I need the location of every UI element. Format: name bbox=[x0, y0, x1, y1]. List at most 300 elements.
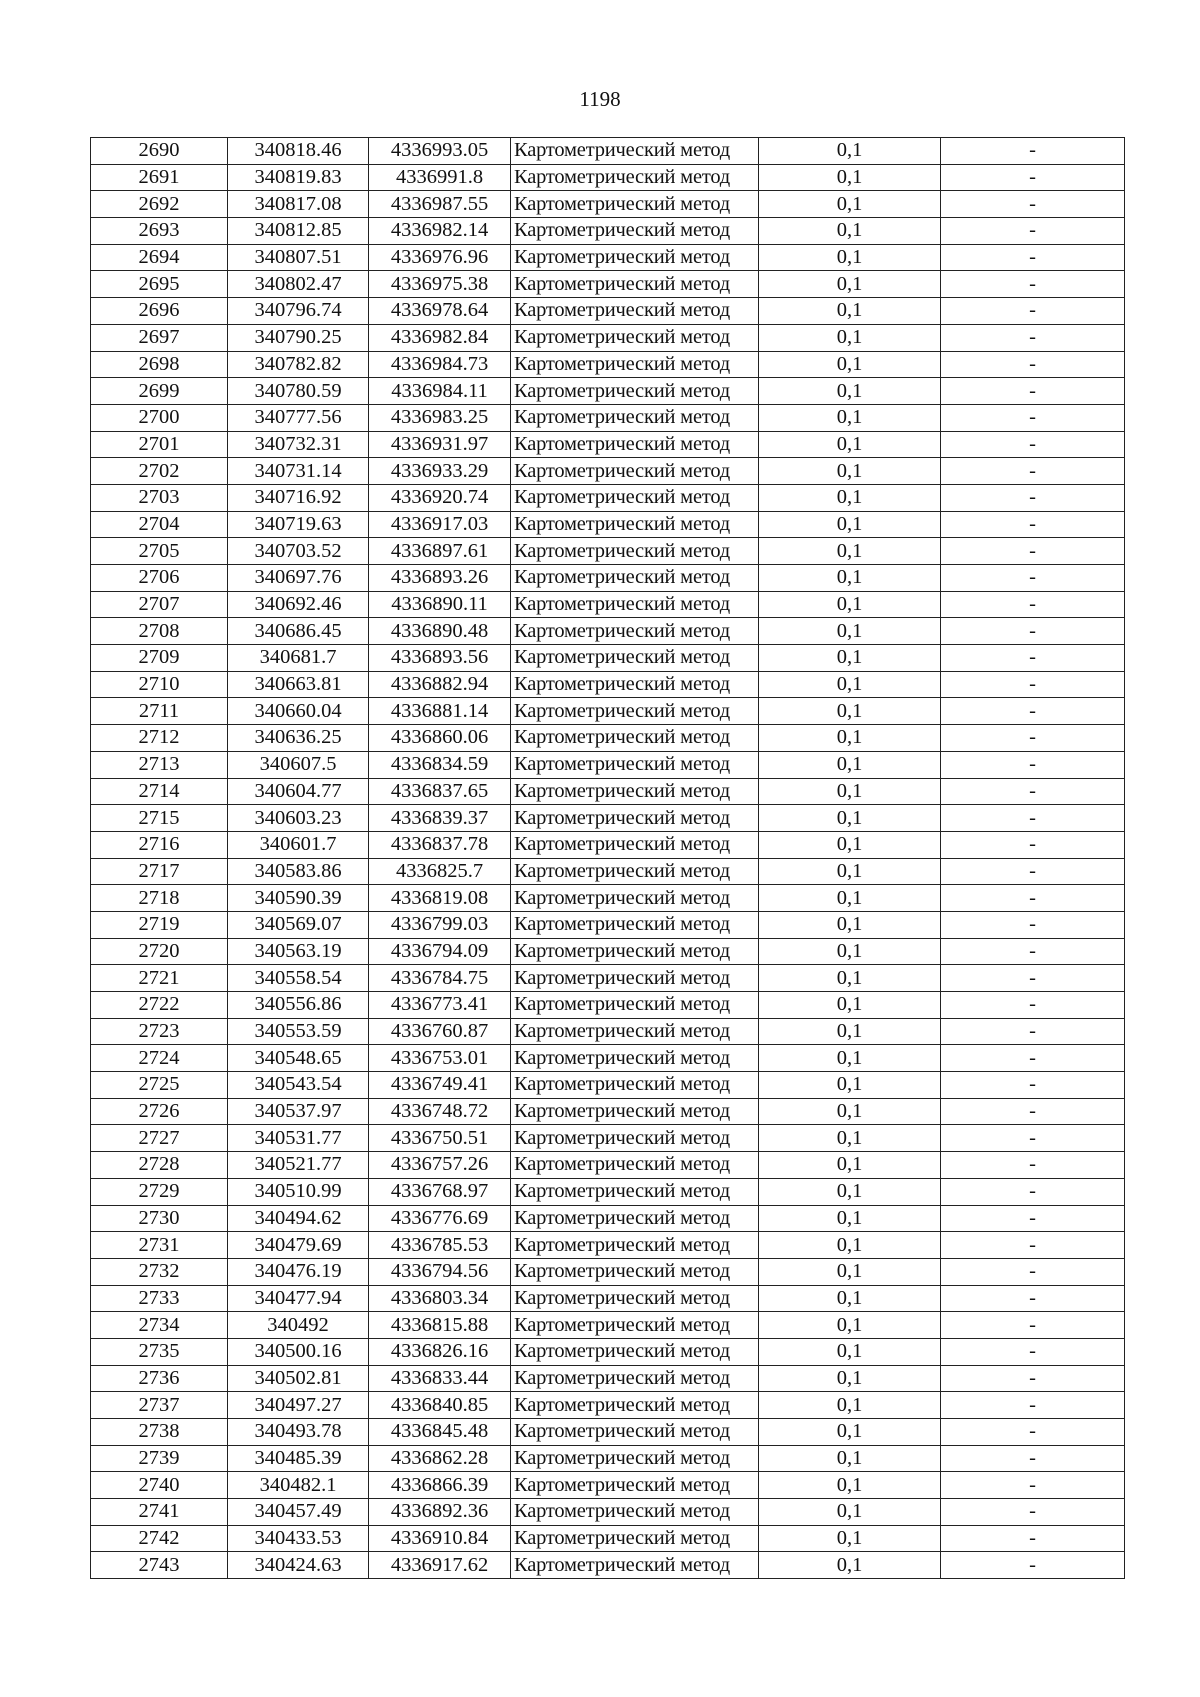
note-cell: - bbox=[941, 1525, 1125, 1552]
table-row bbox=[91, 1152, 1125, 1179]
point-number-cell: 2735 bbox=[91, 1338, 228, 1365]
table-row bbox=[91, 938, 1125, 965]
accuracy-cell: 0,1 bbox=[759, 191, 941, 218]
x-coordinate-cell: 340782.82 bbox=[228, 351, 369, 378]
table-row bbox=[91, 618, 1125, 645]
x-coordinate-cell: 340556.86 bbox=[228, 992, 369, 1019]
point-number-cell: 2716 bbox=[91, 831, 228, 858]
y-coordinate-cell: 4336819.08 bbox=[369, 885, 511, 912]
accuracy-cell: 0,1 bbox=[759, 831, 941, 858]
note-cell: - bbox=[941, 218, 1125, 245]
x-coordinate-cell: 340563.19 bbox=[228, 938, 369, 965]
table-row bbox=[91, 1365, 1125, 1392]
method-cell: Картометрический метод bbox=[511, 431, 759, 458]
y-coordinate-cell: 4336794.56 bbox=[369, 1258, 511, 1285]
note-cell: - bbox=[941, 458, 1125, 485]
method-cell: Картометрический метод bbox=[511, 351, 759, 378]
note-cell: - bbox=[941, 1205, 1125, 1232]
x-coordinate-cell: 340703.52 bbox=[228, 538, 369, 565]
x-coordinate-cell: 340780.59 bbox=[228, 378, 369, 405]
y-coordinate-cell: 4336976.96 bbox=[369, 244, 511, 271]
point-number-cell: 2702 bbox=[91, 458, 228, 485]
table-row bbox=[91, 431, 1125, 458]
accuracy-cell: 0,1 bbox=[759, 324, 941, 351]
accuracy-cell: 0,1 bbox=[759, 858, 941, 885]
table-row bbox=[91, 1232, 1125, 1259]
x-coordinate-cell: 340796.74 bbox=[228, 298, 369, 325]
x-coordinate-cell: 340790.25 bbox=[228, 324, 369, 351]
note-cell: - bbox=[941, 298, 1125, 325]
method-cell: Картометрический метод bbox=[511, 965, 759, 992]
note-cell: - bbox=[941, 1499, 1125, 1526]
x-coordinate-cell: 340479.69 bbox=[228, 1232, 369, 1259]
point-number-cell: 2700 bbox=[91, 404, 228, 431]
accuracy-cell: 0,1 bbox=[759, 351, 941, 378]
point-number-cell: 2705 bbox=[91, 538, 228, 565]
table-row bbox=[91, 1552, 1125, 1579]
accuracy-cell: 0,1 bbox=[759, 911, 941, 938]
note-cell: - bbox=[941, 484, 1125, 511]
point-number-cell: 2718 bbox=[91, 885, 228, 912]
note-cell: - bbox=[941, 1338, 1125, 1365]
method-cell: Картометрический метод bbox=[511, 1232, 759, 1259]
table-row bbox=[91, 1045, 1125, 1072]
method-cell: Картометрический метод bbox=[511, 1552, 759, 1579]
note-cell: - bbox=[941, 164, 1125, 191]
x-coordinate-cell: 340663.81 bbox=[228, 671, 369, 698]
y-coordinate-cell: 4336773.41 bbox=[369, 992, 511, 1019]
note-cell: - bbox=[941, 538, 1125, 565]
method-cell: Картометрический метод bbox=[511, 698, 759, 725]
point-number-cell: 2725 bbox=[91, 1072, 228, 1099]
method-cell: Картометрический метод bbox=[511, 484, 759, 511]
table-row bbox=[91, 1258, 1125, 1285]
y-coordinate-cell: 4336840.85 bbox=[369, 1392, 511, 1419]
y-coordinate-cell: 4336890.11 bbox=[369, 591, 511, 618]
point-number-cell: 2714 bbox=[91, 778, 228, 805]
y-coordinate-cell: 4336920.74 bbox=[369, 484, 511, 511]
note-cell: - bbox=[941, 698, 1125, 725]
point-number-cell: 2715 bbox=[91, 805, 228, 832]
note-cell: - bbox=[941, 965, 1125, 992]
x-coordinate-cell: 340716.92 bbox=[228, 484, 369, 511]
table-row bbox=[91, 484, 1125, 511]
x-coordinate-cell: 340433.53 bbox=[228, 1525, 369, 1552]
note-cell: - bbox=[941, 1045, 1125, 1072]
x-coordinate-cell: 340537.97 bbox=[228, 1098, 369, 1125]
accuracy-cell: 0,1 bbox=[759, 458, 941, 485]
table-row bbox=[91, 1178, 1125, 1205]
table-row bbox=[91, 1312, 1125, 1339]
table-row bbox=[91, 538, 1125, 565]
point-number-cell: 2739 bbox=[91, 1445, 228, 1472]
y-coordinate-cell: 4336881.14 bbox=[369, 698, 511, 725]
table-row bbox=[91, 565, 1125, 592]
method-cell: Картометрический метод bbox=[511, 511, 759, 538]
y-coordinate-cell: 4336931.97 bbox=[369, 431, 511, 458]
y-coordinate-cell: 4336893.26 bbox=[369, 565, 511, 592]
note-cell: - bbox=[941, 1472, 1125, 1499]
note-cell: - bbox=[941, 1232, 1125, 1259]
x-coordinate-cell: 340817.08 bbox=[228, 191, 369, 218]
method-cell: Картометрический метод bbox=[511, 1045, 759, 1072]
x-coordinate-cell: 340531.77 bbox=[228, 1125, 369, 1152]
point-number-cell: 2724 bbox=[91, 1045, 228, 1072]
y-coordinate-cell: 4336757.26 bbox=[369, 1152, 511, 1179]
method-cell: Картометрический метод bbox=[511, 1205, 759, 1232]
accuracy-cell: 0,1 bbox=[759, 218, 941, 245]
method-cell: Картометрический метод bbox=[511, 725, 759, 752]
y-coordinate-cell: 4336983.25 bbox=[369, 404, 511, 431]
accuracy-cell: 0,1 bbox=[759, 271, 941, 298]
table-row bbox=[91, 751, 1125, 778]
note-cell: - bbox=[941, 244, 1125, 271]
accuracy-cell: 0,1 bbox=[759, 484, 941, 511]
table-row bbox=[91, 1072, 1125, 1099]
accuracy-cell: 0,1 bbox=[759, 565, 941, 592]
point-number-cell: 2696 bbox=[91, 298, 228, 325]
accuracy-cell: 0,1 bbox=[759, 1232, 941, 1259]
point-number-cell: 2721 bbox=[91, 965, 228, 992]
accuracy-cell: 0,1 bbox=[759, 1045, 941, 1072]
method-cell: Картометрический метод bbox=[511, 645, 759, 672]
x-coordinate-cell: 340603.23 bbox=[228, 805, 369, 832]
method-cell: Картометрический метод bbox=[511, 858, 759, 885]
y-coordinate-cell: 4336834.59 bbox=[369, 751, 511, 778]
table-row bbox=[91, 858, 1125, 885]
table-row bbox=[91, 911, 1125, 938]
note-cell: - bbox=[941, 1445, 1125, 1472]
note-cell: - bbox=[941, 831, 1125, 858]
table-row bbox=[91, 164, 1125, 191]
accuracy-cell: 0,1 bbox=[759, 1445, 941, 1472]
note-cell: - bbox=[941, 378, 1125, 405]
x-coordinate-cell: 340818.46 bbox=[228, 138, 369, 165]
y-coordinate-cell: 4336839.37 bbox=[369, 805, 511, 832]
method-cell: Картометрический метод bbox=[511, 1125, 759, 1152]
method-cell: Картометрический метод bbox=[511, 1338, 759, 1365]
y-coordinate-cell: 4336768.97 bbox=[369, 1178, 511, 1205]
y-coordinate-cell: 4336984.11 bbox=[369, 378, 511, 405]
y-coordinate-cell: 4336750.51 bbox=[369, 1125, 511, 1152]
table-row bbox=[91, 725, 1125, 752]
table-row bbox=[91, 1445, 1125, 1472]
method-cell: Картометрический метод bbox=[511, 778, 759, 805]
point-number-cell: 2708 bbox=[91, 618, 228, 645]
point-number-cell: 2736 bbox=[91, 1365, 228, 1392]
x-coordinate-cell: 340807.51 bbox=[228, 244, 369, 271]
table-row bbox=[91, 1419, 1125, 1446]
method-cell: Картометрический метод bbox=[511, 831, 759, 858]
accuracy-cell: 0,1 bbox=[759, 1338, 941, 1365]
method-cell: Картометрический метод bbox=[511, 378, 759, 405]
x-coordinate-cell: 340500.16 bbox=[228, 1338, 369, 1365]
method-cell: Картометрический метод bbox=[511, 1285, 759, 1312]
note-cell: - bbox=[941, 1125, 1125, 1152]
x-coordinate-cell: 340482.1 bbox=[228, 1472, 369, 1499]
point-number-cell: 2734 bbox=[91, 1312, 228, 1339]
table-row bbox=[91, 1205, 1125, 1232]
point-number-cell: 2691 bbox=[91, 164, 228, 191]
note-cell: - bbox=[941, 805, 1125, 832]
point-number-cell: 2707 bbox=[91, 591, 228, 618]
accuracy-cell: 0,1 bbox=[759, 1472, 941, 1499]
y-coordinate-cell: 4336784.75 bbox=[369, 965, 511, 992]
note-cell: - bbox=[941, 351, 1125, 378]
note-cell: - bbox=[941, 1178, 1125, 1205]
point-number-cell: 2730 bbox=[91, 1205, 228, 1232]
note-cell: - bbox=[941, 1365, 1125, 1392]
accuracy-cell: 0,1 bbox=[759, 1125, 941, 1152]
point-number-cell: 2737 bbox=[91, 1392, 228, 1419]
accuracy-cell: 0,1 bbox=[759, 1018, 941, 1045]
method-cell: Картометрический метод bbox=[511, 1445, 759, 1472]
note-cell: - bbox=[941, 431, 1125, 458]
y-coordinate-cell: 4336833.44 bbox=[369, 1365, 511, 1392]
note-cell: - bbox=[941, 324, 1125, 351]
x-coordinate-cell: 340492 bbox=[228, 1312, 369, 1339]
table-row bbox=[91, 378, 1125, 405]
table-row bbox=[91, 298, 1125, 325]
accuracy-cell: 0,1 bbox=[759, 751, 941, 778]
x-coordinate-cell: 340457.49 bbox=[228, 1499, 369, 1526]
x-coordinate-cell: 340731.14 bbox=[228, 458, 369, 485]
y-coordinate-cell: 4336984.73 bbox=[369, 351, 511, 378]
table-row bbox=[91, 1499, 1125, 1526]
y-coordinate-cell: 4336753.01 bbox=[369, 1045, 511, 1072]
x-coordinate-cell: 340607.5 bbox=[228, 751, 369, 778]
accuracy-cell: 0,1 bbox=[759, 138, 941, 165]
table-row bbox=[91, 511, 1125, 538]
table-row bbox=[91, 1472, 1125, 1499]
y-coordinate-cell: 4336837.65 bbox=[369, 778, 511, 805]
x-coordinate-cell: 340477.94 bbox=[228, 1285, 369, 1312]
note-cell: - bbox=[941, 511, 1125, 538]
note-cell: - bbox=[941, 1152, 1125, 1179]
method-cell: Картометрический метод bbox=[511, 1072, 759, 1099]
table-row bbox=[91, 671, 1125, 698]
x-coordinate-cell: 340548.65 bbox=[228, 1045, 369, 1072]
table-row bbox=[91, 1098, 1125, 1125]
accuracy-cell: 0,1 bbox=[759, 1312, 941, 1339]
note-cell: - bbox=[941, 885, 1125, 912]
table-row bbox=[91, 591, 1125, 618]
y-coordinate-cell: 4336794.09 bbox=[369, 938, 511, 965]
note-cell: - bbox=[941, 671, 1125, 698]
table-row bbox=[91, 458, 1125, 485]
y-coordinate-cell: 4336837.78 bbox=[369, 831, 511, 858]
method-cell: Картометрический метод bbox=[511, 1178, 759, 1205]
x-coordinate-cell: 340590.39 bbox=[228, 885, 369, 912]
note-cell: - bbox=[941, 1258, 1125, 1285]
accuracy-cell: 0,1 bbox=[759, 1098, 941, 1125]
point-number-cell: 2703 bbox=[91, 484, 228, 511]
method-cell: Картометрический метод bbox=[511, 565, 759, 592]
method-cell: Картометрический метод bbox=[511, 138, 759, 165]
point-number-cell: 2701 bbox=[91, 431, 228, 458]
method-cell: Картометрический метод bbox=[511, 591, 759, 618]
x-coordinate-cell: 340569.07 bbox=[228, 911, 369, 938]
point-number-cell: 2726 bbox=[91, 1098, 228, 1125]
y-coordinate-cell: 4336815.88 bbox=[369, 1312, 511, 1339]
accuracy-cell: 0,1 bbox=[759, 671, 941, 698]
x-coordinate-cell: 340493.78 bbox=[228, 1419, 369, 1446]
table-row bbox=[91, 1525, 1125, 1552]
x-coordinate-cell: 340558.54 bbox=[228, 965, 369, 992]
method-cell: Картометрический метод bbox=[511, 1472, 759, 1499]
x-coordinate-cell: 340636.25 bbox=[228, 725, 369, 752]
method-cell: Картометрический метод bbox=[511, 1018, 759, 1045]
page-number: 1198 bbox=[579, 87, 621, 111]
y-coordinate-cell: 4336917.03 bbox=[369, 511, 511, 538]
note-cell: - bbox=[941, 1285, 1125, 1312]
point-number-cell: 2692 bbox=[91, 191, 228, 218]
accuracy-cell: 0,1 bbox=[759, 1392, 941, 1419]
point-number-cell: 2743 bbox=[91, 1552, 228, 1579]
point-number-cell: 2694 bbox=[91, 244, 228, 271]
note-cell: - bbox=[941, 1018, 1125, 1045]
note-cell: - bbox=[941, 1552, 1125, 1579]
accuracy-cell: 0,1 bbox=[759, 645, 941, 672]
y-coordinate-cell: 4336987.55 bbox=[369, 191, 511, 218]
note-cell: - bbox=[941, 992, 1125, 1019]
x-coordinate-cell: 340497.27 bbox=[228, 1392, 369, 1419]
table-row bbox=[91, 885, 1125, 912]
table-row bbox=[91, 1285, 1125, 1312]
point-number-cell: 2711 bbox=[91, 698, 228, 725]
point-number-cell: 2731 bbox=[91, 1232, 228, 1259]
point-number-cell: 2704 bbox=[91, 511, 228, 538]
method-cell: Картометрический метод bbox=[511, 911, 759, 938]
point-number-cell: 2738 bbox=[91, 1419, 228, 1446]
x-coordinate-cell: 340485.39 bbox=[228, 1445, 369, 1472]
point-number-cell: 2740 bbox=[91, 1472, 228, 1499]
accuracy-cell: 0,1 bbox=[759, 538, 941, 565]
accuracy-cell: 0,1 bbox=[759, 1178, 941, 1205]
accuracy-cell: 0,1 bbox=[759, 1419, 941, 1446]
point-number-cell: 2698 bbox=[91, 351, 228, 378]
y-coordinate-cell: 4336890.48 bbox=[369, 618, 511, 645]
accuracy-cell: 0,1 bbox=[759, 591, 941, 618]
x-coordinate-cell: 340819.83 bbox=[228, 164, 369, 191]
x-coordinate-cell: 340601.7 bbox=[228, 831, 369, 858]
point-number-cell: 2729 bbox=[91, 1178, 228, 1205]
method-cell: Картометрический метод bbox=[511, 1258, 759, 1285]
table-row bbox=[91, 992, 1125, 1019]
y-coordinate-cell: 4336845.48 bbox=[369, 1419, 511, 1446]
accuracy-cell: 0,1 bbox=[759, 1365, 941, 1392]
y-coordinate-cell: 4336862.28 bbox=[369, 1445, 511, 1472]
note-cell: - bbox=[941, 778, 1125, 805]
point-number-cell: 2710 bbox=[91, 671, 228, 698]
x-coordinate-cell: 340502.81 bbox=[228, 1365, 369, 1392]
method-cell: Картометрический метод bbox=[511, 805, 759, 832]
accuracy-cell: 0,1 bbox=[759, 1552, 941, 1579]
method-cell: Картометрический метод bbox=[511, 164, 759, 191]
accuracy-cell: 0,1 bbox=[759, 164, 941, 191]
x-coordinate-cell: 340604.77 bbox=[228, 778, 369, 805]
point-number-cell: 2695 bbox=[91, 271, 228, 298]
accuracy-cell: 0,1 bbox=[759, 1525, 941, 1552]
note-cell: - bbox=[941, 911, 1125, 938]
note-cell: - bbox=[941, 1098, 1125, 1125]
accuracy-cell: 0,1 bbox=[759, 431, 941, 458]
table-row bbox=[91, 698, 1125, 725]
point-number-cell: 2733 bbox=[91, 1285, 228, 1312]
y-coordinate-cell: 4336892.36 bbox=[369, 1499, 511, 1526]
y-coordinate-cell: 4336785.53 bbox=[369, 1232, 511, 1259]
note-cell: - bbox=[941, 1072, 1125, 1099]
table-row bbox=[91, 244, 1125, 271]
note-cell: - bbox=[941, 645, 1125, 672]
y-coordinate-cell: 4336825.7 bbox=[369, 858, 511, 885]
method-cell: Картометрический метод bbox=[511, 938, 759, 965]
table-row bbox=[91, 1338, 1125, 1365]
coordinates-table bbox=[90, 137, 1125, 1579]
coordinates-table-body bbox=[91, 138, 1125, 1579]
table-row bbox=[91, 831, 1125, 858]
method-cell: Картометрический метод bbox=[511, 1419, 759, 1446]
y-coordinate-cell: 4336749.41 bbox=[369, 1072, 511, 1099]
y-coordinate-cell: 4336882.94 bbox=[369, 671, 511, 698]
note-cell: - bbox=[941, 138, 1125, 165]
method-cell: Картометрический метод bbox=[511, 191, 759, 218]
method-cell: Картометрический метод bbox=[511, 751, 759, 778]
y-coordinate-cell: 4336897.61 bbox=[369, 538, 511, 565]
method-cell: Картометрический метод bbox=[511, 1392, 759, 1419]
x-coordinate-cell: 340494.62 bbox=[228, 1205, 369, 1232]
table-row bbox=[91, 645, 1125, 672]
method-cell: Картометрический метод bbox=[511, 324, 759, 351]
y-coordinate-cell: 4336860.06 bbox=[369, 725, 511, 752]
accuracy-cell: 0,1 bbox=[759, 1258, 941, 1285]
note-cell: - bbox=[941, 565, 1125, 592]
point-number-cell: 2722 bbox=[91, 992, 228, 1019]
method-cell: Картометрический метод bbox=[511, 218, 759, 245]
table-row bbox=[91, 351, 1125, 378]
x-coordinate-cell: 340543.54 bbox=[228, 1072, 369, 1099]
x-coordinate-cell: 340553.59 bbox=[228, 1018, 369, 1045]
x-coordinate-cell: 340510.99 bbox=[228, 1178, 369, 1205]
point-number-cell: 2728 bbox=[91, 1152, 228, 1179]
x-coordinate-cell: 340812.85 bbox=[228, 218, 369, 245]
point-number-cell: 2713 bbox=[91, 751, 228, 778]
note-cell: - bbox=[941, 725, 1125, 752]
y-coordinate-cell: 4336748.72 bbox=[369, 1098, 511, 1125]
point-number-cell: 2742 bbox=[91, 1525, 228, 1552]
point-number-cell: 2741 bbox=[91, 1499, 228, 1526]
method-cell: Картометрический метод bbox=[511, 298, 759, 325]
accuracy-cell: 0,1 bbox=[759, 805, 941, 832]
accuracy-cell: 0,1 bbox=[759, 244, 941, 271]
point-number-cell: 2712 bbox=[91, 725, 228, 752]
accuracy-cell: 0,1 bbox=[759, 378, 941, 405]
accuracy-cell: 0,1 bbox=[759, 1285, 941, 1312]
table-row bbox=[91, 404, 1125, 431]
table-row bbox=[91, 138, 1125, 165]
y-coordinate-cell: 4336933.29 bbox=[369, 458, 511, 485]
method-cell: Картометрический метод bbox=[511, 1312, 759, 1339]
table-row bbox=[91, 1018, 1125, 1045]
x-coordinate-cell: 340521.77 bbox=[228, 1152, 369, 1179]
accuracy-cell: 0,1 bbox=[759, 1152, 941, 1179]
x-coordinate-cell: 340476.19 bbox=[228, 1258, 369, 1285]
method-cell: Картометрический метод bbox=[511, 1152, 759, 1179]
x-coordinate-cell: 340732.31 bbox=[228, 431, 369, 458]
note-cell: - bbox=[941, 858, 1125, 885]
y-coordinate-cell: 4336803.34 bbox=[369, 1285, 511, 1312]
note-cell: - bbox=[941, 191, 1125, 218]
